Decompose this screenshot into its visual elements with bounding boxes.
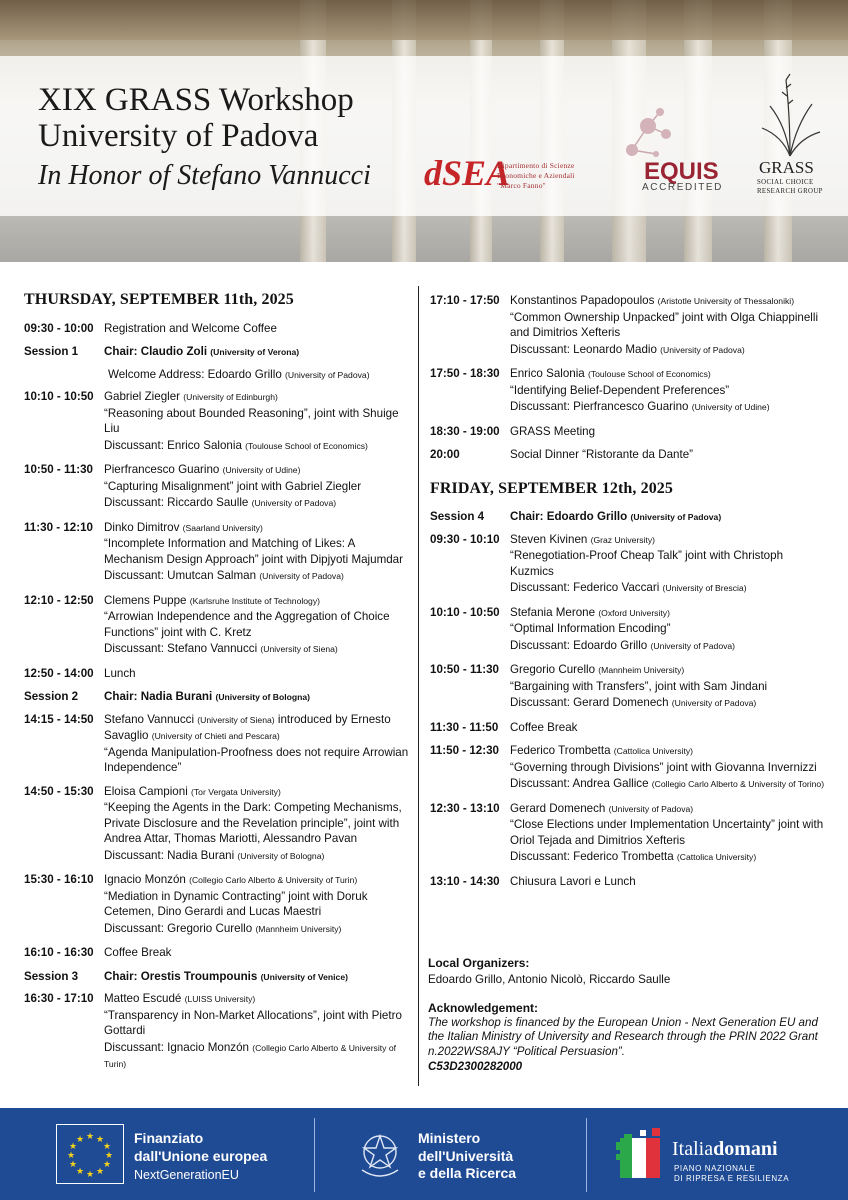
- speaker-name: Stefano Vannucci: [104, 712, 195, 726]
- speaker-affiliation: (Toulouse School of Economics): [588, 369, 711, 379]
- svg-text:★: ★: [75, 1135, 85, 1145]
- talk-body: [510, 801, 830, 866]
- italiadomani-logo: [672, 1138, 778, 1161]
- discussant-affiliation: (University of Brescia): [662, 583, 747, 593]
- talk-title: “Renegotiation-Proof Cheap Talk” joint with Christoph Kuzmics: [510, 549, 784, 578]
- discussant-line: [510, 399, 830, 416]
- speaker-affiliation: (Tor Vergata University): [191, 786, 281, 797]
- event-text: Social Dinner “Ristorante da Dante”: [510, 448, 694, 461]
- speaker-line: [510, 662, 830, 679]
- mur-line3: e della Ricerca: [418, 1165, 517, 1181]
- organizers-heading: Local Organizers:: [428, 956, 530, 970]
- info-block: [428, 956, 828, 1075]
- speaker-name: Gerard Domenech: [510, 801, 606, 815]
- speaker-line: [510, 605, 830, 622]
- time-slot: 14:50 - 15:30: [24, 784, 94, 798]
- chair-affiliation: (University of Verona): [210, 347, 300, 357]
- time-slot: 11:50 - 12:30: [430, 744, 499, 757]
- friday-column: [428, 293, 830, 1074]
- page-title: XIX GRASS Workshop: [38, 82, 354, 118]
- talk-title: “Reasoning about Bounded Reasoning”, joint with Shuige Liu: [104, 406, 399, 435]
- dsea-logo-line1: Dipartimento di Scienze: [497, 161, 575, 170]
- schedule-row: [430, 662, 830, 712]
- grass-logo-sub2: RESEARCH GROUP: [757, 188, 823, 195]
- speaker-affiliation: (Saarland University): [182, 522, 263, 533]
- session-row: [430, 509, 830, 526]
- grass-logo-sub1: SOCIAL CHOICE: [757, 179, 814, 186]
- dsea-logo-line3: "Marco Fanno": [497, 181, 546, 190]
- session-row: [24, 969, 410, 986]
- speaker-affiliation: (University of Udine): [222, 465, 301, 475]
- friday-schedule: [430, 509, 830, 889]
- chair-name: Chair: Claudio Zoli: [104, 345, 208, 358]
- speaker-affiliation: (Aristotle University of Thessaloniki): [657, 296, 795, 306]
- session-label: Session 1: [24, 345, 79, 358]
- talk-title: “Capturing Misalignment” joint with Gabriel Ziegler: [104, 479, 362, 493]
- discussant-name: Discussant: Andrea Gallice: [510, 777, 649, 790]
- schedule-row: [24, 784, 410, 865]
- schedule-row: [24, 872, 410, 937]
- discussant-affiliation: (University of Padova): [251, 498, 337, 508]
- talk-body: [104, 872, 410, 937]
- session-chair: [104, 689, 410, 706]
- talk-title: “Mediation in Dynamic Contracting” joint with Doruk Cetemen, Dino Gerardi and Lucas Maestri: [104, 889, 368, 918]
- footer-separator: [314, 1118, 315, 1192]
- svg-text:★: ★: [102, 1160, 112, 1170]
- talk-title: “Optimal Information Encoding”: [510, 622, 671, 635]
- thursday-schedule: [24, 321, 410, 1073]
- discussant-line: [104, 495, 410, 512]
- time-slot: 14:15 - 14:50: [24, 712, 94, 726]
- italian-emblem-icon: [354, 1124, 406, 1182]
- event-text: Coffee Break: [510, 720, 578, 734]
- talk-title: “Agenda Manipulation-Proofness does not require Arrowian Independence”: [104, 745, 409, 774]
- schedule-row: [24, 945, 410, 961]
- discussant-affiliation: (University of Udine): [691, 402, 770, 412]
- schedule-row: [24, 389, 410, 454]
- svg-text:★: ★: [85, 1170, 95, 1180]
- welcome-address: [108, 367, 410, 384]
- discussant-name: Discussant: Enrico Salonia: [104, 438, 242, 452]
- speaker-line: [104, 872, 410, 889]
- talk-body: [510, 293, 830, 358]
- talk-body: [104, 593, 410, 658]
- time-slot: 11:30 - 11:50: [430, 720, 499, 734]
- event-text: Chiusura Lavori e Lunch: [510, 874, 636, 888]
- time-slot: 12:50 - 14:00: [24, 666, 94, 680]
- discussant-line: [104, 641, 410, 658]
- discussant-name: Discussant: Umutcan Salman: [104, 569, 257, 582]
- talk-title: “Transparency in Non-Market Allocations”, joint with Pietro Gottardi: [104, 1008, 402, 1037]
- pnrr-line1: PIANO NAZIONALE: [674, 1164, 756, 1173]
- talk-title: “Identifying Belief-Dependent Preferences”: [510, 383, 730, 397]
- speaker-name: Dinko Dimitrov: [104, 520, 180, 534]
- chair-name: Chair: Orestis Troumpounis: [104, 969, 258, 983]
- speaker-name: Clemens Puppe: [104, 593, 187, 607]
- page-subtitle: In Honor of Stefano Vannucci: [38, 160, 371, 191]
- time-slot: 10:50 - 11:30: [430, 663, 499, 676]
- discussant-line: [104, 438, 410, 455]
- session-label: Session 4: [430, 510, 485, 523]
- discussant-line: [510, 695, 830, 712]
- discussant-name: Discussant: Federico Trombetta: [510, 850, 674, 863]
- time-slot: 20:00: [430, 448, 460, 461]
- schedule-row: [24, 462, 410, 512]
- talk-body: [104, 389, 410, 454]
- session-label: Session 3: [24, 969, 79, 983]
- talk-body: [104, 784, 410, 865]
- italiadomani-logo-b: domani: [713, 1138, 778, 1160]
- discussant-line: [510, 638, 830, 655]
- talk-title: “Arrowian Independence and the Aggregation of Choice Functions” joint with C. Kretz: [104, 610, 390, 639]
- eu-line1: Finanziato: [134, 1130, 204, 1146]
- svg-text:★: ★: [75, 1167, 85, 1177]
- speaker-affiliation: (University of Siena): [197, 714, 275, 725]
- discussant-affiliation: (University of Padova): [671, 698, 757, 708]
- speaker-line: [510, 366, 830, 383]
- talk-title: “Bargaining with Transfers”, joint with Sam Jindani: [510, 679, 768, 693]
- talk-title: “Common Ownership Unpacked” joint with Olga Chiappinelli and Dimitrios Xefteris: [510, 310, 819, 339]
- column-divider: [418, 286, 419, 1086]
- italia-domani-pixel-icon: [612, 1124, 668, 1184]
- discussant-affiliation: (Collegio Carlo Alberto & University of Turin): [104, 1042, 396, 1069]
- schedule-row: [24, 520, 410, 585]
- talk-body: [510, 447, 830, 463]
- thursday-schedule-continued: [430, 293, 830, 463]
- schedule-row: [430, 424, 830, 440]
- speaker-name: Stefania Merone: [510, 605, 596, 619]
- speaker-line: [104, 462, 410, 479]
- speaker-line: [510, 743, 830, 760]
- time-slot: 10:10 - 10:50: [24, 390, 94, 403]
- talk-body: [104, 520, 410, 585]
- time-slot: 10:10 - 10:50: [430, 605, 500, 619]
- grass-plant-icon: [756, 66, 824, 158]
- event-text: Registration and Welcome Coffee: [104, 321, 277, 335]
- svg-text:★: ★: [68, 1142, 78, 1152]
- time-slot: 09:30 - 10:10: [430, 532, 500, 546]
- discussant-affiliation: (Collegio Carlo Alberto & University of Torino): [651, 779, 825, 789]
- svg-text:★: ★: [85, 1132, 95, 1142]
- speaker-line: [104, 593, 410, 610]
- talk-body: [510, 743, 830, 793]
- discussant-name: Discussant: Pierfrancesco Guarino: [510, 400, 689, 413]
- session-chair: [104, 344, 410, 361]
- welcome-text: Welcome Address: Edoardo Grillo: [108, 367, 282, 381]
- svg-text:★: ★: [102, 1142, 112, 1152]
- welcome-affiliation: (University of Padova): [285, 369, 370, 380]
- session-row: [24, 689, 410, 706]
- svg-text:★: ★: [66, 1151, 76, 1161]
- time-slot: 13:10 - 14:30: [430, 874, 500, 888]
- speaker-name: Steven Kivinen: [510, 532, 588, 546]
- speaker-line: [510, 293, 830, 310]
- talk-body: [510, 720, 830, 736]
- grant-code: C53D2300282000: [428, 1060, 523, 1074]
- time-slot: 17:10 - 17:50: [430, 294, 500, 307]
- discussant-name: Discussant: Riccardo Saulle: [104, 496, 249, 509]
- equis-accredited-label: ACCREDITED: [642, 182, 724, 193]
- discussant-affiliation: (University of Siena): [260, 644, 338, 654]
- discussant-name: Discussant: Nadia Burani: [104, 848, 235, 862]
- pnrr-line2: DI RIPRESA E RESILIENZA: [674, 1174, 790, 1183]
- speaker-line: [104, 784, 410, 801]
- schedule-row: [430, 605, 830, 655]
- speaker-affiliation: (Oxford University): [598, 607, 670, 618]
- speaker-name: Konstantinos Papadopoulos: [510, 294, 655, 307]
- time-slot: 16:30 - 17:10: [24, 992, 94, 1005]
- page-title-university: University of Padova: [38, 118, 319, 154]
- speaker-name: Enrico Salonia: [510, 367, 585, 380]
- dsea-logo-line2: Economiche e Aziendali: [497, 171, 575, 180]
- session-row: [24, 344, 410, 361]
- speaker-affiliation: (Mannheim University): [598, 665, 685, 675]
- speaker-extra-affiliation: (University of Chieti and Pescara): [151, 731, 280, 741]
- eu-line3: NextGenerationEU: [134, 1168, 239, 1182]
- schedule-row: [430, 720, 830, 736]
- speaker-name: Ignacio Monzón: [104, 873, 186, 886]
- chair-name: Chair: Edoardo Grillo: [510, 510, 628, 523]
- time-slot: 15:30 - 16:10: [24, 873, 94, 886]
- discussant-affiliation: (University of Bologna): [237, 850, 325, 861]
- talk-title: “Incomplete Information and Matching of Likes: A Mechanism Design Approach” joint with Dipjyoti Majumdar: [104, 537, 403, 566]
- schedule-row: [430, 801, 830, 866]
- schedule-row: [24, 666, 410, 682]
- equis-logo: EQUIS: [644, 158, 719, 185]
- thursday-column: [24, 292, 410, 1081]
- discussant-affiliation: (Cattolica University): [676, 852, 757, 862]
- eu-line2: dall'Unione europea: [134, 1148, 268, 1164]
- session-label: Session 2: [24, 690, 79, 703]
- speaker-affiliation: (Cattolica University): [613, 746, 694, 756]
- speaker-affiliation: (LUISS University): [184, 994, 256, 1004]
- discussant-affiliation: (Toulouse School of Economics): [245, 440, 368, 451]
- speaker-name: Federico Trombetta: [510, 744, 611, 757]
- talk-body: [510, 662, 830, 712]
- speaker-affiliation: (Graz University): [590, 534, 656, 545]
- event-text: GRASS Meeting: [510, 424, 596, 438]
- talk-body: [104, 945, 410, 961]
- talk-body: [104, 462, 410, 512]
- talk-body: [510, 605, 830, 655]
- discussant-affiliation: (University of Padova): [650, 640, 736, 651]
- discussant-affiliation: (University of Padova): [660, 344, 745, 355]
- talk-title: “Keeping the Agents in the Dark: Competing Mechanisms, Private Disclosure and the Revelation principle”, joint with Andrea Attar, Thomas Mariotti, Alessandro Pavan: [104, 801, 402, 845]
- speaker-line: [104, 389, 410, 406]
- speaker-name: Pierfrancesco Guarino: [104, 463, 220, 476]
- discussant-name: Discussant: Ignacio Monzón: [104, 1040, 249, 1054]
- speaker-line: [510, 801, 830, 818]
- svg-text:★: ★: [68, 1160, 78, 1170]
- speaker-affiliation: (University of Edinburgh): [183, 392, 278, 402]
- svg-text:★: ★: [95, 1167, 105, 1177]
- chair-affiliation: (University of Venice): [260, 971, 348, 982]
- speaker-line: [510, 532, 830, 549]
- event-text: Lunch: [104, 666, 136, 680]
- discussant-name: Discussant: Stefano Vannucci: [104, 642, 258, 655]
- chair-name: Chair: Nadia Burani: [104, 690, 213, 703]
- eu-flag-icon: [56, 1124, 124, 1184]
- discussant-line: [104, 568, 410, 585]
- acknowledgement-text: The workshop is financed by the European Union - Next Generation EU and the Italian Ministry of University and Research through the PRIN 2022 Grant n.2022WS8AJY “Political Persuasion”.: [428, 1016, 818, 1058]
- talk-body: [510, 366, 830, 416]
- talk-body: [104, 712, 410, 776]
- schedule-row: [430, 532, 830, 597]
- talk-body: [510, 424, 830, 440]
- ceiling-decoration: [0, 0, 848, 40]
- funding-footer: [0, 1108, 848, 1200]
- schedule-row: [24, 991, 410, 1073]
- schedule-row: [430, 447, 830, 463]
- discussant-line: [510, 580, 830, 597]
- talk-body: [510, 532, 830, 597]
- time-slot: 09:30 - 10:00: [24, 321, 94, 335]
- talk-title: “Close Elections under Implementation Uncertainty” joint with Oriol Tejada and Dimitrios Xefteris: [510, 818, 824, 847]
- speaker-name: Gabriel Ziegler: [104, 390, 181, 403]
- discussant-name: Discussant: Gregorio Curello: [104, 921, 253, 935]
- acknowledgement-heading: Acknowledgement:: [428, 1000, 539, 1015]
- discussant-line: [104, 921, 410, 938]
- discussant-name: Discussant: Gerard Domenech: [510, 696, 669, 709]
- talk-body: [510, 874, 830, 890]
- event-text: Coffee Break: [104, 946, 172, 959]
- speaker-affiliation: (Collegio Carlo Alberto & University of Turin): [189, 875, 358, 885]
- session-chair: [510, 509, 830, 526]
- speaker-name: Gregorio Curello: [510, 663, 596, 676]
- thursday-heading: THURSDAY, SEPTEMBER 11th, 2025: [24, 291, 294, 308]
- speaker-line: [104, 991, 410, 1008]
- schedule-row: [430, 874, 830, 890]
- speaker-line: [104, 520, 410, 537]
- speaker-affiliation: (Karlsruhe Institute of Technology): [189, 595, 320, 606]
- italiadomani-logo-a: Italia: [672, 1138, 714, 1160]
- schedule-row: [24, 712, 410, 776]
- schedule-row: [24, 593, 410, 658]
- footer-separator: [586, 1118, 587, 1192]
- time-slot: 12:30 - 13:10: [430, 801, 500, 815]
- chair-affiliation: (University of Padova): [630, 512, 722, 522]
- speaker-name: Matteo Escudé: [104, 992, 182, 1005]
- discussant-line: [104, 848, 410, 865]
- eu-stars-icon: [57, 1125, 123, 1183]
- speaker-extra: introduced by Ernesto Savaglio: [104, 712, 391, 742]
- discussant-line: [510, 776, 830, 793]
- talk-body: [104, 991, 410, 1073]
- talk-title: “Governing through Divisions” joint with Giovanna Invernizzi: [510, 760, 817, 774]
- time-slot: 18:30 - 19:00: [430, 424, 500, 438]
- svg-text:★: ★: [95, 1135, 105, 1145]
- talk-body: [104, 321, 410, 337]
- svg-text:★: ★: [104, 1151, 114, 1161]
- time-slot: 12:10 - 12:50: [24, 593, 94, 607]
- mur-line1: Ministero: [418, 1130, 481, 1146]
- chair-affiliation: (University of Bologna): [215, 692, 311, 702]
- discussant-name: Discussant: Leonardo Madio: [510, 342, 657, 356]
- discussant-line: [510, 342, 830, 359]
- speaker-affiliation: (University of Padova): [608, 803, 694, 814]
- friday-heading: FRIDAY, SEPTEMBER 12th, 2025: [430, 479, 673, 497]
- equis-network-icon: [618, 104, 678, 164]
- speaker-line: [104, 712, 410, 745]
- dsea-logo: dSEA: [424, 153, 511, 193]
- time-slot: 16:10 - 16:30: [24, 946, 94, 959]
- session-chair: [104, 969, 410, 986]
- schedule-row: [430, 293, 830, 358]
- talk-body: [104, 666, 410, 682]
- discussant-name: Discussant: Edoardo Grillo: [510, 638, 648, 652]
- grass-logo: GRASS: [759, 158, 814, 177]
- time-slot: 11:30 - 12:10: [24, 520, 93, 534]
- discussant-name: Discussant: Federico Vaccari: [510, 581, 660, 594]
- organizers-names: Edoardo Grillo, Antonio Nicolò, Riccardo Saulle: [428, 972, 671, 986]
- discussant-affiliation: (University of Padova): [259, 571, 344, 581]
- schedule-row: [430, 743, 830, 793]
- discussant-line: [104, 1040, 410, 1073]
- time-slot: 10:50 - 11:30: [24, 463, 93, 476]
- discussant-line: [510, 849, 830, 866]
- schedule-row: [430, 366, 830, 416]
- speaker-name: Eloisa Campioni: [104, 784, 188, 798]
- time-slot: 17:50 - 18:30: [430, 367, 500, 380]
- discussant-affiliation: (Mannheim University): [255, 923, 342, 934]
- mur-line2: dell'Università: [418, 1148, 514, 1164]
- schedule-row: [24, 321, 410, 337]
- header-banner: [0, 0, 848, 262]
